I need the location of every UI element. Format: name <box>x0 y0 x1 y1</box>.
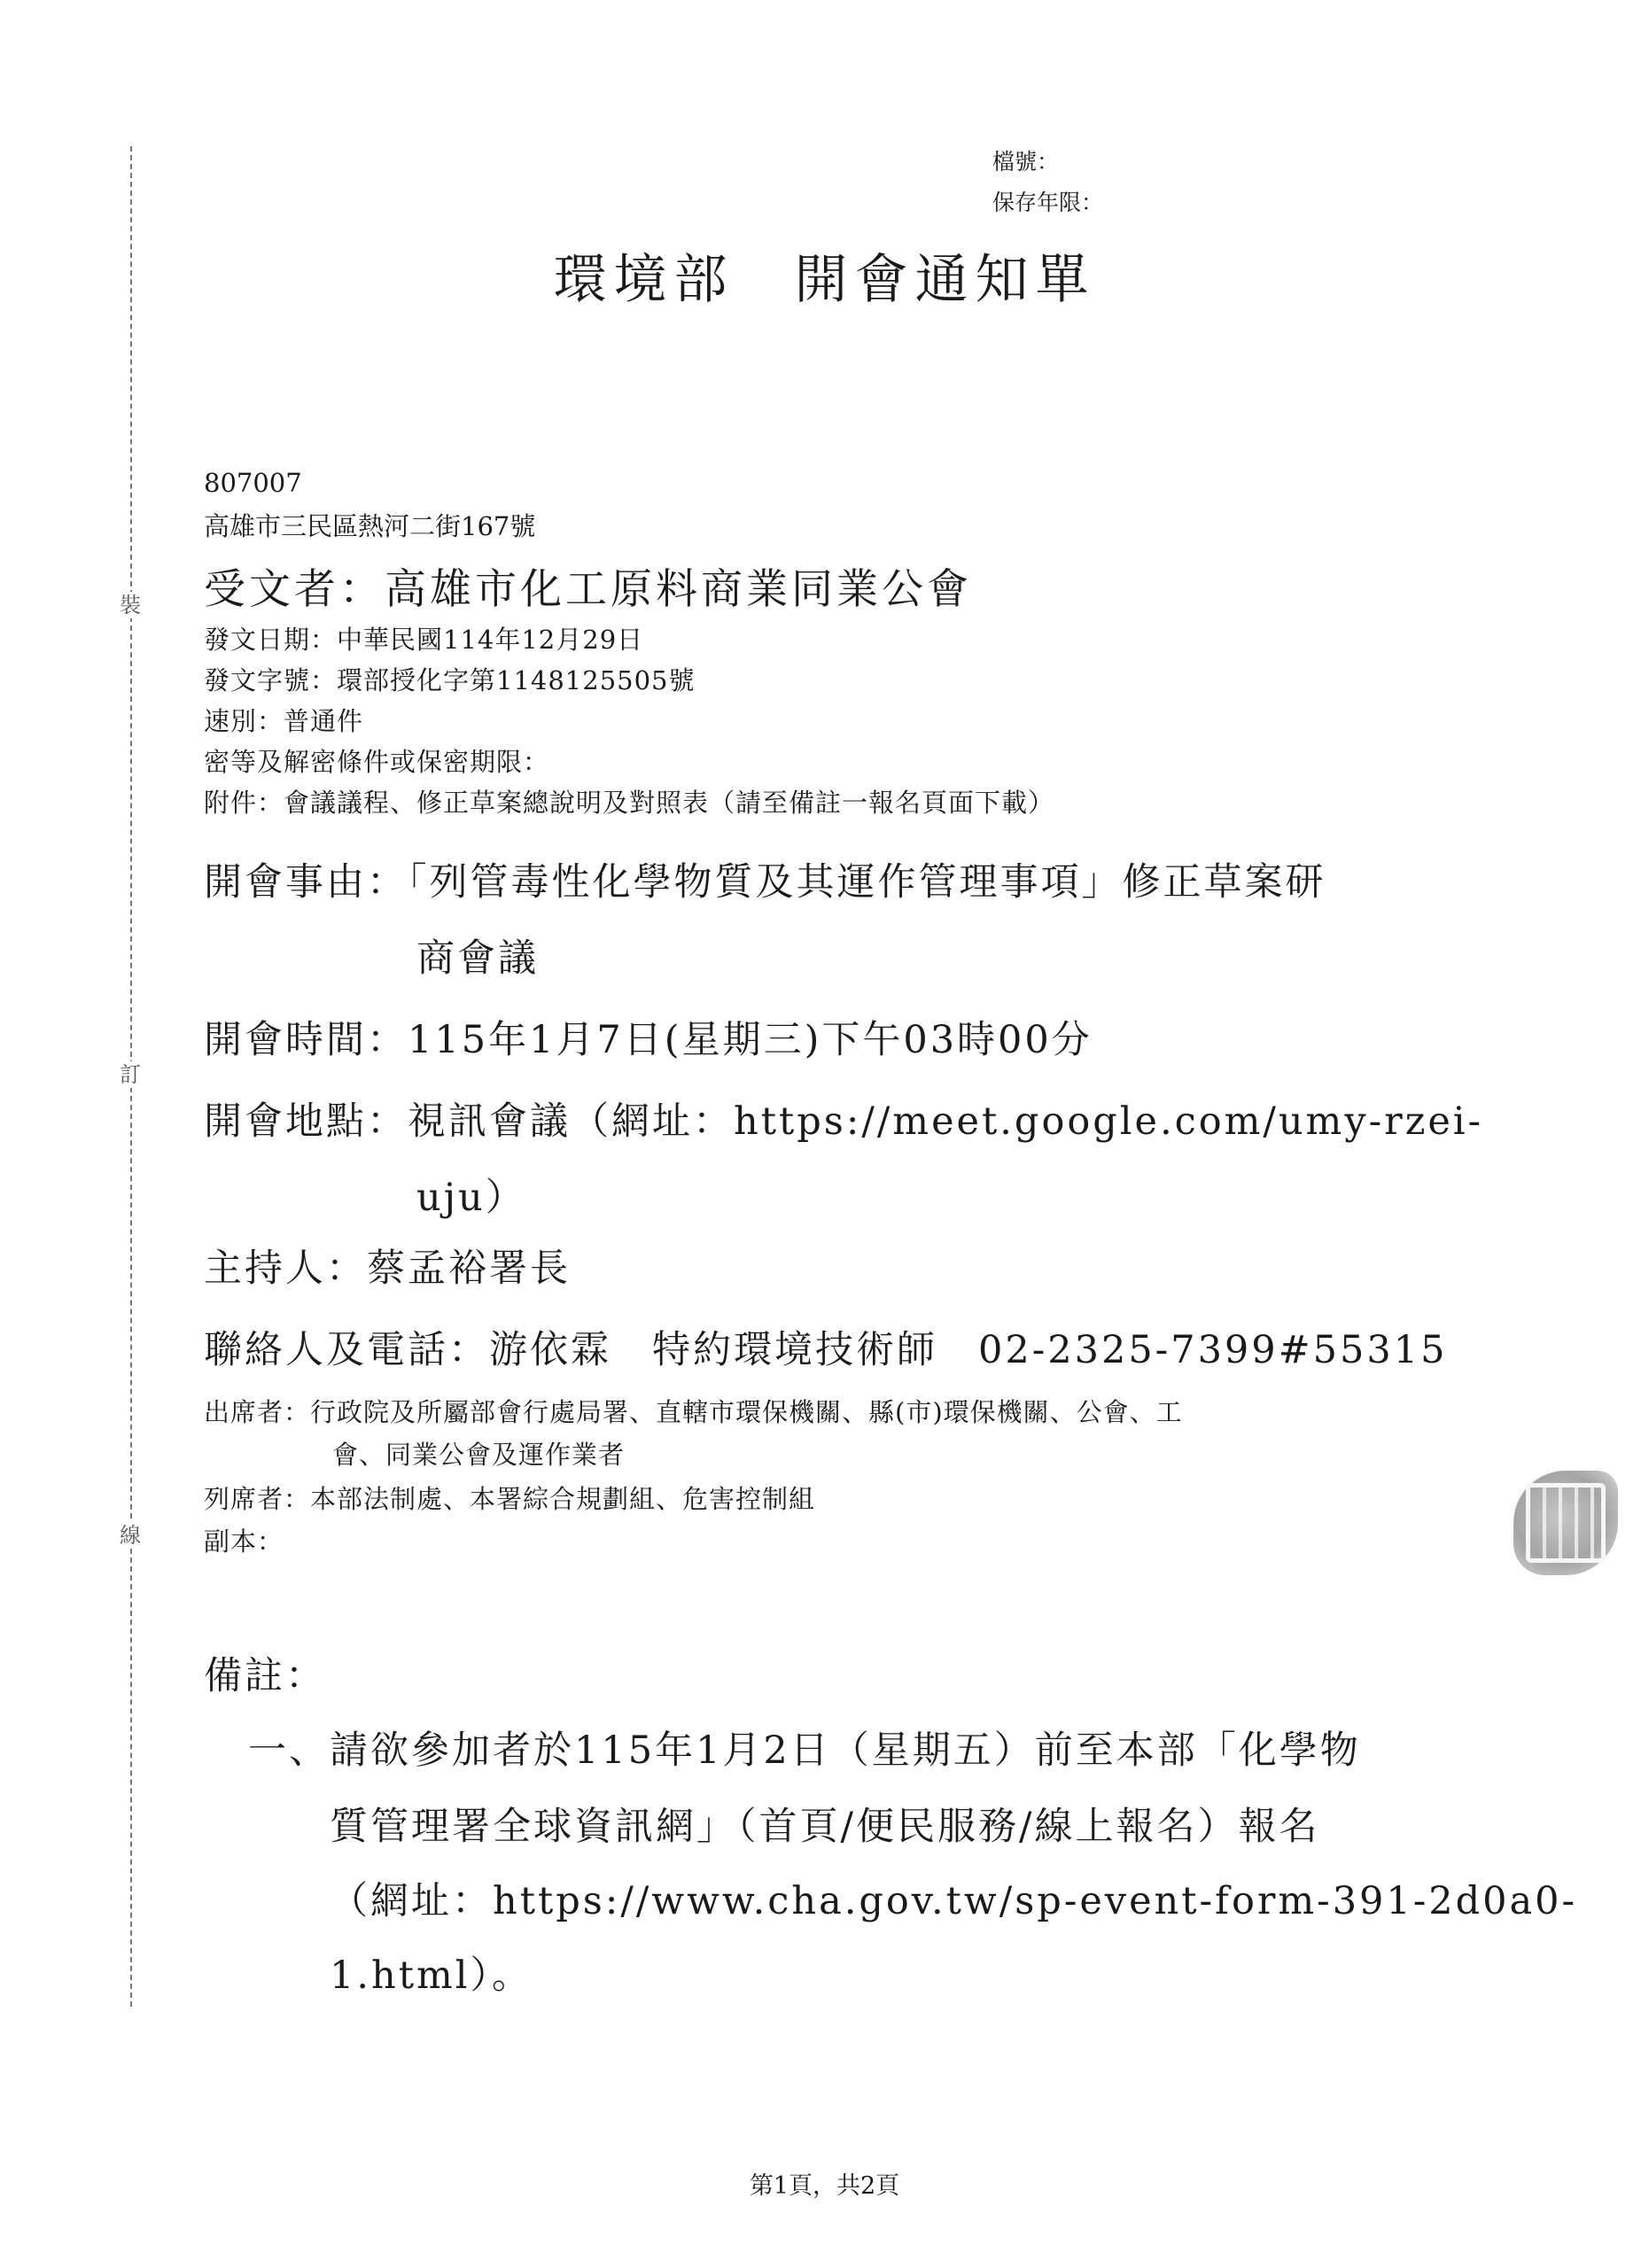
meeting-time: 開會時間：115年1月7日(星期三)下午03時00分 <box>204 1018 1093 1062</box>
retention-period-label: 保存年限： <box>992 190 1104 215</box>
issue-number: 發文字號：環部授化字第1148125505號 <box>204 665 696 695</box>
remark-item-1-url: （網址：https://www.cha.gov.tw/sp-event-form-391-2d0a0- <box>330 1879 1578 1923</box>
carbon-copy: 副本： <box>204 1526 284 1557</box>
attendees-cont: 會、同業公會及運作業者 <box>332 1440 626 1470</box>
remarks-heading: 備註： <box>204 1654 326 1698</box>
attendees: 出席者：行政院及所屬部會行處局署、直轄市環保機關、縣(市)環保機關、公會、工 <box>204 1397 1183 1427</box>
issue-date: 發文日期：中華民國114年12月29日 <box>204 625 644 655</box>
document-title: 環境部 開會通知單 <box>553 249 1096 311</box>
postal-code: 807007 <box>204 468 302 498</box>
binding-mark-ding: 訂 <box>117 1061 144 1088</box>
binding-mark-zhuang: 裝 <box>117 592 144 618</box>
security-level: 密等及解密條件或保密期限： <box>204 747 550 777</box>
recipient: 受文者：高雄市化工原料商業同業公會 <box>204 565 972 614</box>
contact-person: 聯絡人及電話：游依霖 特約環境技術師 02-2325-7399#55315 <box>204 1328 1448 1372</box>
file-meta <box>992 142 1103 223</box>
observers: 列席者：本部法制處、本署綜合規劃組、危害控制組 <box>204 1484 816 1514</box>
official-seal-stamp <box>1513 1471 1618 1575</box>
meeting-location-cont: uju） <box>416 1176 526 1220</box>
meeting-subject-cont: 商會議 <box>416 936 539 981</box>
remark-item-1: 一、請欲參加者於115年1月2日（星期五）前至本部「化學物 <box>248 1728 1361 1773</box>
binding-mark-xian: 線 <box>117 1522 144 1549</box>
page-number: 第1頁，共2頁 <box>749 2172 900 2200</box>
remark-item-1-end: 1.html）。 <box>330 1953 533 1998</box>
file-number-label: 檔號： <box>992 149 1060 175</box>
street-address: 高雄市三民區熱河二街167號 <box>204 511 536 541</box>
remark-item-1-cont: 質管理署全球資訊網」（首頁/便民服務/線上報名）報名 <box>330 1805 1320 1849</box>
meeting-subject: 開會事由：「列管毒性化學物質及其運作管理事項」修正草案研 <box>204 860 1326 905</box>
attachments: 附件：會議議程、修正草案總說明及對照表（請至備註一報名頁面下載） <box>204 788 1055 818</box>
meeting-location: 開會地點：視訊會議（網址：https://meet.google.com/umy-rzei- <box>204 1099 1484 1144</box>
meeting-chair: 主持人：蔡孟裕署長 <box>204 1247 571 1291</box>
delivery-speed: 速別：普通件 <box>204 706 364 736</box>
